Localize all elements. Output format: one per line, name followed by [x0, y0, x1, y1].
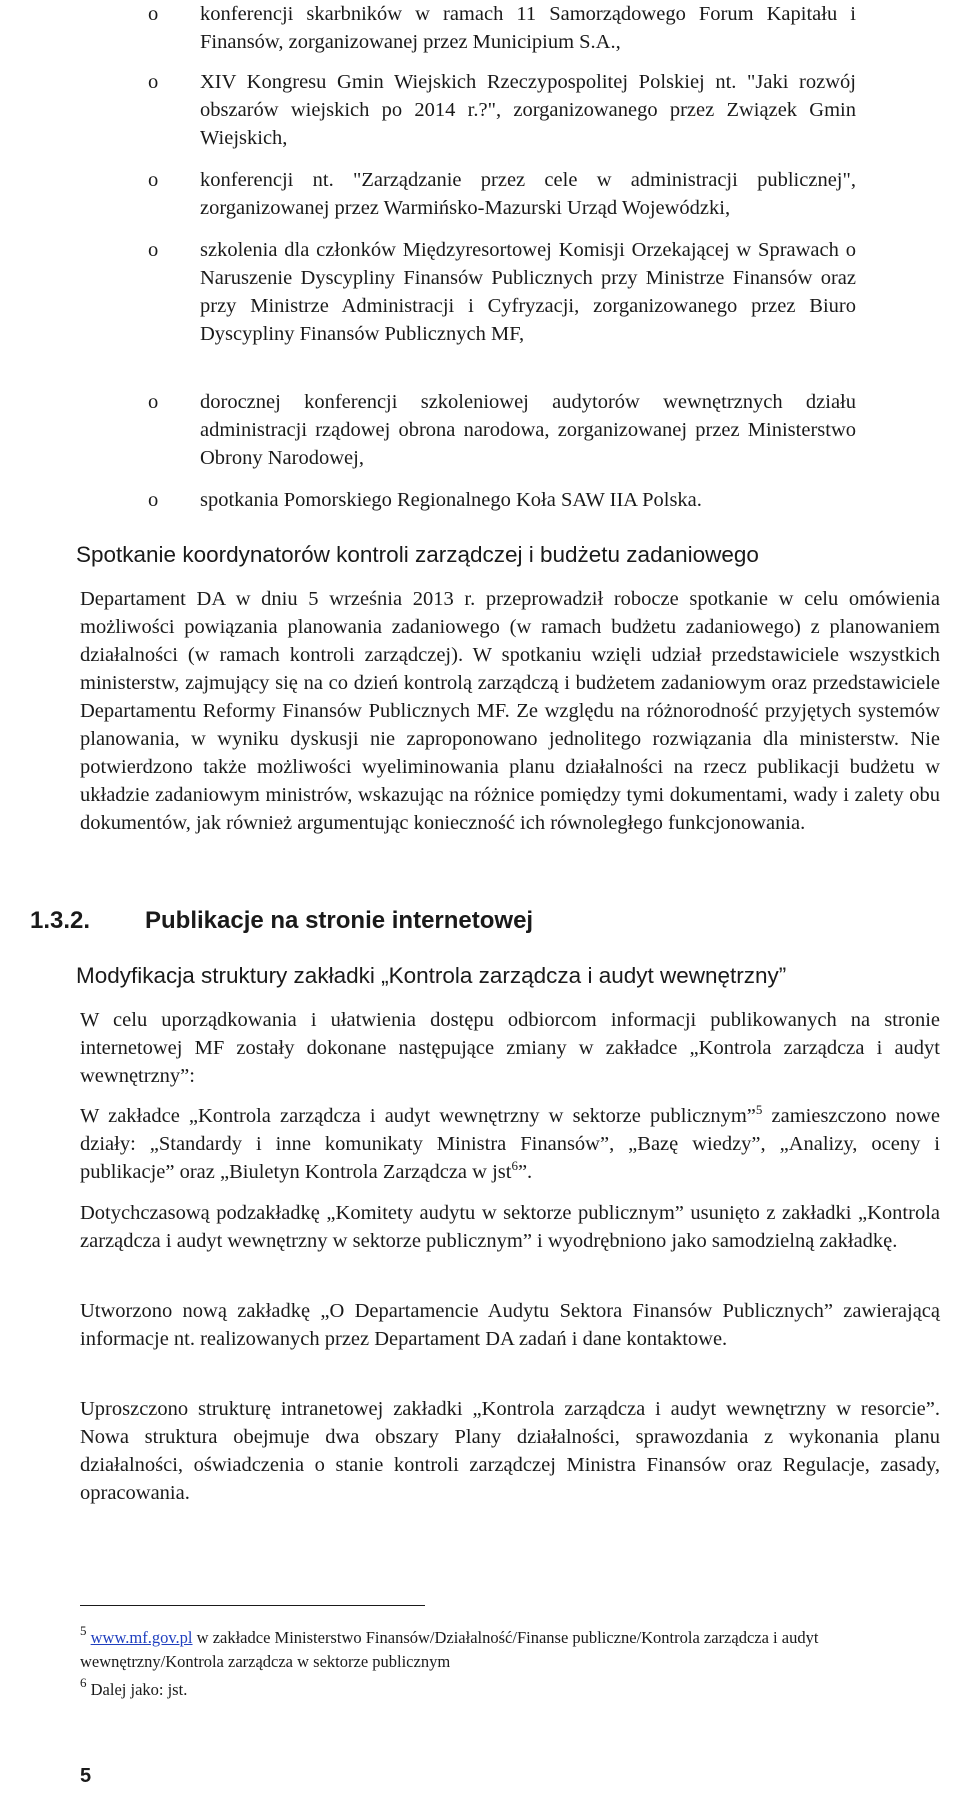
section-number: 1.3.2.	[30, 907, 91, 934]
paragraph-text: zamieszczono nowe działy: „Standardy i inne komunikaty Ministra Finansów”, „Bazę wiedzy”, „Analizy, oceny i publikacje” oraz „Biuletyn Kontrola Zarządcza w jst	[80, 1105, 940, 1183]
footnote-text: Dalej jako: jst.	[86, 1680, 188, 1699]
footnote-separator	[80, 1605, 425, 1606]
modification-paragraph-4: Utworzono nową zakładkę „O Departamencie Audytu Sektora Finansów Publicznych” zawierającą informacje nt. realizowanych przez Departament DA zadań i dane kontaktowe.	[80, 1300, 940, 1350]
list-item-text: konferencji nt. "Zarządzanie przez cele w administracji publicznej", zorganizowanej przez Warmińsko-Mazurski Urząd Wojewódzki,	[200, 169, 856, 219]
bullet-marker: o	[148, 169, 159, 191]
bullet-marker: o	[148, 391, 159, 413]
modification-paragraph-3: Dotychczasową podzakładkę „Komitety audytu w sektorze publicznym” usunięto z zakładki „Kontrola zarządcza i audyt wewnętrzny w sektorze publicznym” i wyodrębniono jako samodzielną zakładkę.	[80, 1202, 940, 1252]
paragraph-text: W zakładce „Kontrola zarządcza i audyt wewnętrzny w sektorze publicznym”	[80, 1105, 756, 1127]
meeting-paragraph: Departament DA w dniu 5 września 2013 r. przeprowadził robocze spotkanie w celu omówienia możliwości powiązania planowania zadaniowego (w ramach budżetu zadaniowego) z planowaniem działalności (w ramach kontroli zarządczej). W spotkaniu wzięli udział przedstawiciele wszystkich ministerstw, zajmujący się na co dzień kontrolą zarządczą i budżetem zadaniowym oraz przedstawiciele Departamentu Reformy Finansów Publicznych MF. Ze względu na różnorodność przyjętych systemów planowania, w wyniku dyskusji nie zaproponowano jednolitego rozwiązania dla ministerstw. Nie potwierdzono także możliwości wyeliminowania planu działalności na rzecz publikacji budżetu w układzie zadaniowym ministrów, wskazując na różnice pomiędzy tymi dokumentami, wady i zalety obu dokumentów, jak również argumentując konieczność ich równoległego funkcjonowania.	[80, 588, 940, 834]
footnote-5	[80, 1623, 950, 1674]
footnote-ref-6[interactable]: 6	[511, 1158, 518, 1173]
list-item-text: szkolenia dla członków Międzyresortowej Komisji Orzekającej w Sprawach o Naruszenie Dyscypliny Finansów Publicznych przy Ministrze Finansów oraz przy Ministrze Administracji i Cyfryzacji, zorganizowanego przez Biuro Dyscypliny Finansów Publicznych MF,	[200, 239, 856, 345]
footnote-number: 6	[80, 1675, 87, 1690]
modification-paragraph-1: W celu uporządkowania i ułatwienia dostępu odbiorcom informacji publikowanych na stronie internetowej MF zostały dokonane następujące zmiany w zakładce „Kontrola zarządcza i audyt wewnętrzny”:	[80, 1009, 940, 1087]
modification-heading: Modyfikacja struktury zakładki „Kontrola zarządcza i audyt wewnętrzny”	[76, 963, 787, 988]
bullet-marker: o	[148, 239, 159, 261]
bullet-marker: o	[148, 489, 159, 511]
footnote-link[interactable]: www.mf.gov.pl	[90, 1628, 193, 1647]
page-number: 5	[80, 1765, 92, 1787]
section-heading	[30, 906, 533, 936]
footnote-ref-5[interactable]: 5	[755, 1102, 763, 1117]
modification-paragraph-5: Uproszczono strukturę intranetowej zakładki „Kontrola zarządcza i audyt wewnętrzny w resorcie”. Nowa struktura obejmuje dwa obszary Plany działalności, sprawozdania z wykonania planu działalności, oświadczenia o stanie kontroli zarządczej Ministra Finansów oraz Regulacje, zasady, opracowania.	[80, 1398, 940, 1504]
footnote-text: w zakładce Ministerstwo Finansów/Działalność/Finanse publiczne/Kontrola zarządcza i audyt wewnętrzny/Kontrola zarządcza w sektorze publicznym	[80, 1628, 819, 1671]
bullet-marker: o	[148, 71, 159, 93]
list-item-text: XIV Kongresu Gmin Wiejskich Rzeczypospolitej Polskiej nt. "Jaki rozwój obszarów wiejskich po 2014 r.?", zorganizowanego przez Związek Gmin Wiejskich,	[200, 71, 856, 149]
list-item-text: konferencji skarbników w ramach 11 Samorządowego Forum Kapitału i Finansów, zorganizowanej przez Municipium S.A.,	[200, 3, 856, 53]
section-title: Publikacje na stronie internetowej	[145, 907, 534, 934]
paragraph-text: ”.	[517, 1161, 533, 1183]
footnote-number: 5	[80, 1623, 87, 1638]
bullet-marker: o	[148, 3, 159, 25]
list-item-text: dorocznej konferencji szkoleniowej audytorów wewnętrznych działu administracji rządowej obrona narodowa, zorganizowanej przez Ministerstwo Obrony Narodowej,	[200, 391, 856, 469]
footnote-6	[80, 1675, 950, 1702]
modification-paragraph-2	[80, 1102, 940, 1186]
list-item-text: spotkania Pomorskiego Regionalnego Koła SAW IIA Polska.	[200, 489, 702, 511]
meeting-heading: Spotkanie koordynatorów kontroli zarządczej i budżetu zadaniowego	[76, 542, 759, 567]
